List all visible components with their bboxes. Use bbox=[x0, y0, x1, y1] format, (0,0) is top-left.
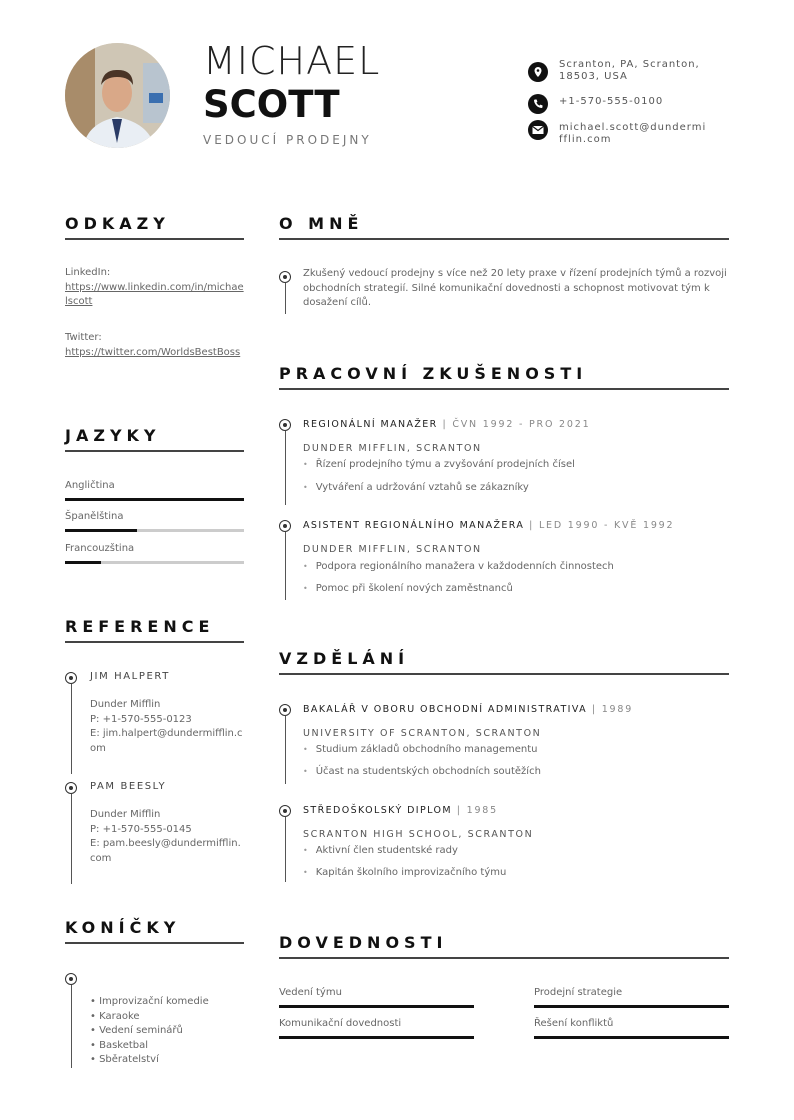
job-heading: ASISTENT REGIONÁLNÍHO MANAŽERA | LED 1990 - KVĚ 1992 bbox=[303, 520, 675, 531]
reference-email[interactable]: E: jim.halpert@dundermifflin.com bbox=[90, 728, 243, 754]
education-year: 1985 bbox=[466, 805, 498, 816]
reference-email[interactable]: E: pam.beesly@dundermifflin.com bbox=[90, 838, 241, 864]
language-name: Francouzština bbox=[65, 543, 135, 554]
education-year: 1989 bbox=[601, 704, 634, 715]
link-twitter bbox=[65, 331, 245, 360]
email-icon bbox=[528, 120, 548, 140]
education-bullet: • Aktivní člen studentské rady bbox=[303, 845, 458, 856]
section-title-references: REFERENCE bbox=[65, 617, 215, 636]
job-position: REGIONÁLNÍ MANAŽER bbox=[303, 419, 438, 430]
divider bbox=[279, 388, 729, 390]
language-level-bar bbox=[65, 529, 137, 532]
education-school: SCRANTON HIGH SCHOOL, SCRANTON bbox=[303, 829, 534, 840]
profile-photo bbox=[65, 43, 170, 148]
education-heading: STŘEDOŠKOLSKÝ DIPLOM | 1985 bbox=[303, 805, 498, 816]
section-title-hobbies: KONÍČKY bbox=[65, 918, 181, 937]
hobby-item: • Improvizační komedie bbox=[90, 996, 209, 1007]
hobby-item: • Karaoke bbox=[90, 1010, 140, 1022]
timeline-marker bbox=[279, 271, 291, 283]
section-title-skills: DOVEDNOSTI bbox=[279, 933, 448, 952]
link-label: LinkedIn: bbox=[65, 267, 111, 278]
timeline-marker bbox=[279, 704, 291, 716]
section-title-languages: JAZYKY bbox=[65, 426, 161, 445]
skill-name: Vedení týmu bbox=[279, 987, 342, 998]
language-name: Angličtina bbox=[65, 480, 115, 491]
timeline-line bbox=[285, 532, 286, 600]
language-name: Španělština bbox=[65, 511, 124, 522]
divider bbox=[65, 450, 244, 452]
reference-details bbox=[90, 698, 245, 756]
location-icon bbox=[528, 62, 548, 82]
divider bbox=[65, 641, 244, 643]
divider bbox=[279, 957, 729, 959]
reference-phone: P: +1-570-555-0123 bbox=[90, 713, 192, 725]
timeline-marker bbox=[279, 520, 291, 532]
job-company: DUNDER MIFFLIN, SCRANTON bbox=[303, 544, 482, 555]
timeline-line bbox=[285, 431, 286, 505]
job-position: ASISTENT REGIONÁLNÍHO MANAŽERA bbox=[303, 520, 525, 531]
hobby-item: • Vedení seminářů bbox=[90, 1025, 183, 1036]
education-degree: BAKALÁŘ V OBORU OBCHODNÍ ADMINISTRATIVA bbox=[303, 704, 588, 715]
divider bbox=[65, 238, 244, 240]
job-bullet: • Podpora regionálního manažera v každodenních činnostech bbox=[303, 561, 614, 572]
link-linkedin bbox=[65, 266, 245, 310]
skill-level-bar bbox=[534, 1036, 729, 1039]
job-dates: LED 1990 - KVĚ 1992 bbox=[538, 520, 675, 531]
job-dates: ČVN 1992 - PRO 2021 bbox=[452, 419, 591, 430]
about-text: Zkušený vedoucí prodejny s více než 20 lety praxe v řízení prodejních týmů a rozvoji obchodních strategií. Silné komunikační dovednosti a schopnost motivovat tým k dosažení cílů. bbox=[303, 268, 727, 308]
timeline-line bbox=[71, 684, 72, 774]
phone-icon bbox=[528, 94, 548, 114]
job-company: DUNDER MIFFLIN, SCRANTON bbox=[303, 443, 482, 454]
timeline-line bbox=[71, 985, 72, 1068]
reference-name: PAM BEESLY bbox=[90, 781, 167, 792]
hobby-item: • Sběratelství bbox=[90, 1054, 159, 1065]
section-title-links: ODKAZY bbox=[65, 214, 170, 233]
timeline-marker bbox=[65, 672, 77, 684]
reference-company: Dunder Mifflin bbox=[90, 699, 161, 710]
skill-level-bar bbox=[279, 1005, 474, 1008]
divider bbox=[279, 238, 729, 240]
reference-details bbox=[90, 808, 245, 866]
divider bbox=[279, 673, 729, 675]
skill-name: Řešení konfliktů bbox=[534, 1018, 614, 1029]
first-name: MICHAEL bbox=[203, 39, 381, 83]
section-title-about: O MNĚ bbox=[279, 214, 364, 233]
education-bullet: • Kapitán školního improvizačního týmu bbox=[303, 867, 506, 878]
section-title-education: VZDĚLÁNÍ bbox=[279, 649, 410, 668]
twitter-url[interactable]: https://twitter.com/WorldsBestBoss bbox=[65, 346, 241, 358]
skill-level-bar bbox=[279, 1036, 474, 1039]
timeline-line bbox=[285, 817, 286, 882]
timeline-marker bbox=[65, 973, 77, 985]
contact-phone: +1-570-555-0100 bbox=[559, 96, 664, 107]
section-title-experience: PRACOVNÍ ZKUŠENOSTI bbox=[279, 364, 588, 383]
language-level-bar bbox=[65, 498, 244, 501]
timeline-line bbox=[285, 716, 286, 784]
link-label: Twitter: bbox=[65, 332, 102, 343]
education-school: UNIVERSITY OF SCRANTON, SCRANTON bbox=[303, 728, 542, 739]
timeline-marker bbox=[65, 782, 77, 794]
education-heading: BAKALÁŘ V OBORU OBCHODNÍ ADMINISTRATIVA | 1989 bbox=[303, 704, 634, 715]
hobbies-list bbox=[90, 995, 209, 1068]
job-heading: REGIONÁLNÍ MANAŽER | ČVN 1992 - PRO 2021 bbox=[303, 419, 591, 430]
timeline-marker bbox=[279, 419, 291, 431]
reference-name: JIM HALPERT bbox=[90, 671, 170, 682]
job-bullet: • Pomoc při školení nových zaměstnanců bbox=[303, 583, 513, 594]
timeline-marker bbox=[279, 805, 291, 817]
language-level-bar bbox=[65, 561, 101, 564]
hobby-item: • Basketbal bbox=[90, 1039, 149, 1051]
job-bullet: • Řízení prodejního týmu a zvyšování prodejních čísel bbox=[303, 459, 575, 470]
education-bullet: • Účast na studentských obchodních soutěžích bbox=[303, 766, 541, 777]
skill-name: Komunikační dovednosti bbox=[279, 1018, 402, 1029]
education-degree: STŘEDOŠKOLSKÝ DIPLOM bbox=[303, 805, 452, 816]
reference-company: Dunder Mifflin bbox=[90, 809, 161, 820]
contact-email[interactable]: michael.scott@dundermifflin.com bbox=[559, 122, 707, 145]
timeline-line bbox=[71, 794, 72, 884]
job-title: VEDOUCÍ PRODEJNY bbox=[203, 133, 372, 147]
divider bbox=[65, 942, 244, 944]
linkedin-url[interactable]: https://www.linkedin.com/in/michaelscott bbox=[65, 281, 244, 307]
contact-address: Scranton, PA, Scranton, 18503, USA bbox=[559, 59, 700, 82]
education-bullet: • Studium základů obchodního managementu bbox=[303, 744, 538, 755]
skill-name: Prodejní strategie bbox=[534, 987, 623, 998]
reference-phone: P: +1-570-555-0145 bbox=[90, 823, 192, 835]
job-bullet: • Vytváření a udržování vztahů se zákazníky bbox=[303, 482, 529, 493]
skill-level-bar bbox=[534, 1005, 729, 1008]
last-name: SCOTT bbox=[203, 83, 340, 126]
timeline-line bbox=[285, 283, 286, 314]
